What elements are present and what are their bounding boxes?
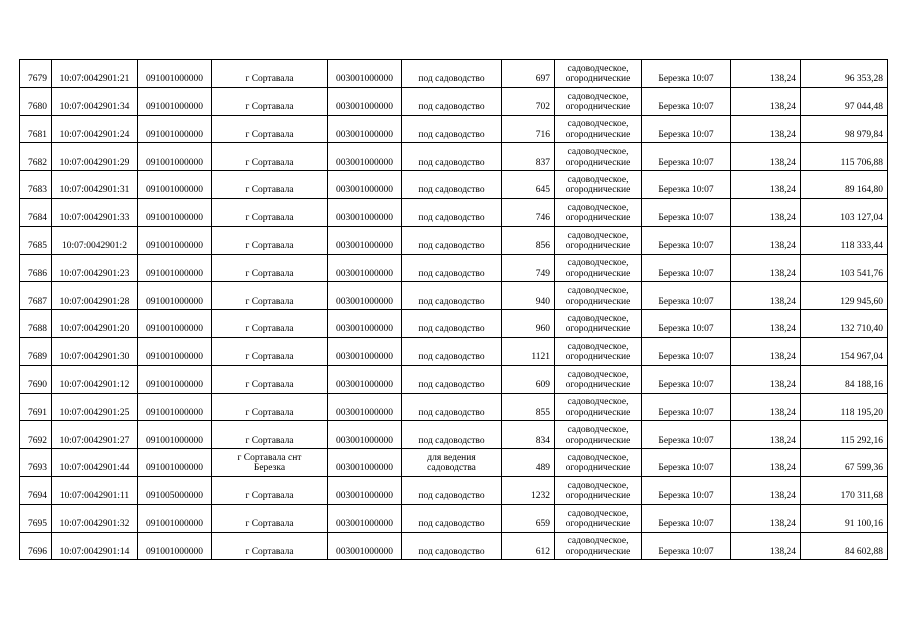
cadastral-value-cell: 103 127,04 (801, 198, 888, 226)
permitted-use-cell (402, 421, 502, 449)
category-cell-line: огороднические (565, 380, 631, 391)
cadastral-value-cell: 89 164,80 (801, 171, 888, 199)
address-cell (212, 504, 328, 532)
category-cell-line: садоводческое, (567, 452, 629, 463)
address-cell (212, 532, 328, 560)
specific-value-cell: 138,24 (731, 476, 801, 504)
cadastral-value-cell: 129 945,60 (801, 282, 888, 310)
okato-code-cell: 091001000000 (138, 171, 212, 199)
oktmo-code-cell: 003001000000 (328, 310, 402, 338)
address-cell-line: г Сортавала (245, 519, 294, 530)
cadastral-number-cell: 10:07:0042901:14 (52, 532, 138, 560)
cadastral-number-cell: 10:07:0042901:11 (52, 476, 138, 504)
address-cell-line: г Сортавала (245, 407, 294, 418)
area-cell: 940 (502, 282, 555, 310)
permitted-use-cell (402, 87, 502, 115)
address-cell-line: г Сортавала (245, 491, 294, 502)
cadastral-number-cell: 10:07:0042901:30 (52, 337, 138, 365)
cadastral-number-cell: 10:07:0042901:25 (52, 393, 138, 421)
address-cell (212, 254, 328, 282)
category-cell-line: садоводческое, (567, 174, 629, 185)
category-cell-line: огороднические (565, 213, 631, 224)
category-cell-line: садоводческое, (567, 91, 629, 102)
permitted-use-cell (402, 504, 502, 532)
category-cell (555, 115, 642, 143)
cadastral-number-cell: 10:07:0042901:29 (52, 143, 138, 171)
cadastral-number-cell: 10:07:0042901:12 (52, 365, 138, 393)
area-cell: 746 (502, 198, 555, 226)
category-cell (555, 476, 642, 504)
specific-value-cell: 138,24 (731, 171, 801, 199)
row-number-cell: 7687 (20, 282, 52, 310)
valuation-zone-cell: Березка 10:07 (642, 254, 731, 282)
okato-code-cell: 091001000000 (138, 87, 212, 115)
area-cell: 1232 (502, 476, 555, 504)
category-cell (555, 393, 642, 421)
category-cell-line: садоводческое, (567, 202, 629, 213)
row-number-cell: 7680 (20, 87, 52, 115)
row-number-cell: 7691 (20, 393, 52, 421)
category-cell-line: садоводческое, (567, 258, 629, 269)
table-row (20, 198, 888, 226)
address-cell (212, 449, 328, 477)
okato-code-cell: 091001000000 (138, 282, 212, 310)
row-number-cell: 7693 (20, 449, 52, 477)
permitted-use-cell-line: под садоводство (418, 407, 485, 418)
area-cell: 749 (502, 254, 555, 282)
category-cell (555, 449, 642, 477)
valuation-zone-cell: Березка 10:07 (642, 87, 731, 115)
permitted-use-cell-line: под садоводство (418, 352, 485, 363)
okato-code-cell: 091001000000 (138, 504, 212, 532)
cadastral-number-cell: 10:07:0042901:33 (52, 198, 138, 226)
address-cell-line: г Сортавала (245, 324, 294, 335)
category-cell-line: садоводческое, (567, 286, 629, 297)
specific-value-cell: 138,24 (731, 365, 801, 393)
permitted-use-cell (402, 254, 502, 282)
row-number-cell: 7692 (20, 421, 52, 449)
category-cell-line: садоводческое, (567, 230, 629, 241)
cadastral-number-cell: 10:07:0042901:34 (52, 87, 138, 115)
oktmo-code-cell: 003001000000 (328, 198, 402, 226)
cadastral-value-cell: 132 710,40 (801, 310, 888, 338)
area-cell: 716 (502, 115, 555, 143)
category-cell-line: садоводческое, (567, 425, 629, 436)
area-cell: 697 (502, 60, 555, 88)
address-cell-line: г Сортавала (245, 546, 294, 557)
address-cell (212, 198, 328, 226)
address-cell (212, 226, 328, 254)
area-cell: 489 (502, 449, 555, 477)
valuation-zone-cell: Березка 10:07 (642, 310, 731, 338)
category-cell-line: садоводческое, (567, 397, 629, 408)
table-row (20, 504, 888, 532)
row-number-cell: 7690 (20, 365, 52, 393)
oktmo-code-cell: 003001000000 (328, 393, 402, 421)
category-cell (555, 198, 642, 226)
permitted-use-cell (402, 449, 502, 477)
cadastral-value-cell: 97 044,48 (801, 87, 888, 115)
cadastral-value-cell: 98 979,84 (801, 115, 888, 143)
valuation-zone-cell: Березка 10:07 (642, 504, 731, 532)
permitted-use-cell-line: под садоводство (418, 546, 485, 557)
valuation-zone-cell: Березка 10:07 (642, 421, 731, 449)
category-cell-line: огороднические (565, 241, 631, 252)
specific-value-cell: 138,24 (731, 87, 801, 115)
table-body (20, 60, 888, 560)
oktmo-code-cell: 003001000000 (328, 449, 402, 477)
category-cell-line: огороднические (565, 352, 631, 363)
specific-value-cell: 138,24 (731, 504, 801, 532)
table-row (20, 337, 888, 365)
address-cell-line: г Сортавала (245, 129, 294, 140)
address-cell (212, 421, 328, 449)
address-cell-line: г Сортавала (245, 380, 294, 391)
category-cell (555, 143, 642, 171)
cadastral-number-cell: 10:07:0042901:23 (52, 254, 138, 282)
valuation-zone-cell: Березка 10:07 (642, 226, 731, 254)
cadastral-number-cell: 10:07:0042901:2 (52, 226, 138, 254)
permitted-use-cell (402, 337, 502, 365)
area-cell: 702 (502, 87, 555, 115)
category-cell-line: огороднические (565, 102, 631, 113)
category-cell-line: огороднические (565, 157, 631, 168)
cadastral-value-cell: 115 292,16 (801, 421, 888, 449)
category-cell-line: огороднические (565, 519, 631, 530)
permitted-use-cell (402, 60, 502, 88)
permitted-use-cell (402, 310, 502, 338)
category-cell-line: садоводческое, (567, 369, 629, 380)
address-cell-line: г Сортавала (245, 213, 294, 224)
table-row (20, 449, 888, 477)
address-cell (212, 87, 328, 115)
category-cell-line: садоводческое, (567, 313, 629, 324)
okato-code-cell: 091001000000 (138, 365, 212, 393)
category-cell (555, 337, 642, 365)
area-cell: 837 (502, 143, 555, 171)
address-cell-line: г Сортавала (245, 435, 294, 446)
category-cell-line: огороднические (565, 463, 631, 474)
table-row (20, 87, 888, 115)
address-cell (212, 393, 328, 421)
valuation-zone-cell: Березка 10:07 (642, 198, 731, 226)
permitted-use-cell (402, 532, 502, 560)
address-cell (212, 337, 328, 365)
row-number-cell: 7683 (20, 171, 52, 199)
cadastral-number-cell: 10:07:0042901:24 (52, 115, 138, 143)
address-cell-line: г Сортавала (245, 352, 294, 363)
category-cell-line: огороднические (565, 296, 631, 307)
cadastral-number-cell: 10:07:0042901:44 (52, 449, 138, 477)
valuation-zone-cell: Березка 10:07 (642, 115, 731, 143)
cadastral-number-cell: 10:07:0042901:20 (52, 310, 138, 338)
category-cell-line: огороднические (565, 546, 631, 557)
cadastral-number-cell: 10:07:0042901:28 (52, 282, 138, 310)
row-number-cell: 7679 (20, 60, 52, 88)
table-row (20, 365, 888, 393)
permitted-use-cell-line: под садоводство (418, 157, 485, 168)
address-cell (212, 143, 328, 171)
valuation-zone-cell: Березка 10:07 (642, 60, 731, 88)
category-cell-line: садоводческое, (567, 508, 629, 519)
category-cell-line: огороднические (565, 435, 631, 446)
specific-value-cell: 138,24 (731, 226, 801, 254)
permitted-use-cell-line: под садоводство (418, 185, 485, 196)
cadastral-number-cell: 10:07:0042901:31 (52, 171, 138, 199)
address-cell (212, 310, 328, 338)
okato-code-cell: 091001000000 (138, 60, 212, 88)
cadastral-value-cell: 84 188,16 (801, 365, 888, 393)
area-cell: 834 (502, 421, 555, 449)
permitted-use-cell (402, 476, 502, 504)
category-cell-line: огороднические (565, 407, 631, 418)
category-cell (555, 365, 642, 393)
category-cell (555, 504, 642, 532)
cadastral-value-cell: 91 100,16 (801, 504, 888, 532)
category-cell-line: садоводческое, (567, 63, 629, 74)
table-row (20, 226, 888, 254)
permitted-use-cell-line: под садоводство (418, 519, 485, 530)
oktmo-code-cell: 003001000000 (328, 254, 402, 282)
okato-code-cell: 091001000000 (138, 115, 212, 143)
category-cell-line: садоводческое, (567, 119, 629, 130)
address-cell-line: г Сортавала (245, 157, 294, 168)
area-cell: 855 (502, 393, 555, 421)
category-cell (555, 421, 642, 449)
category-cell (555, 171, 642, 199)
table-row (20, 254, 888, 282)
permitted-use-cell-line: под садоводство (418, 324, 485, 335)
okato-code-cell: 091001000000 (138, 226, 212, 254)
address-cell (212, 171, 328, 199)
permitted-use-cell (402, 115, 502, 143)
row-number-cell: 7681 (20, 115, 52, 143)
table-row (20, 532, 888, 560)
address-cell (212, 115, 328, 143)
permitted-use-cell (402, 143, 502, 171)
permitted-use-cell (402, 226, 502, 254)
category-cell-line: садоводческое, (567, 480, 629, 491)
okato-code-cell: 091005000000 (138, 476, 212, 504)
valuation-zone-cell: Березка 10:07 (642, 476, 731, 504)
row-number-cell: 7684 (20, 198, 52, 226)
valuation-zone-cell: Березка 10:07 (642, 393, 731, 421)
address-cell-line: г Сортавала (245, 268, 294, 279)
address-cell-line: Березка (253, 463, 286, 474)
cadastral-value-cell: 118 195,20 (801, 393, 888, 421)
cadastral-number-cell: 10:07:0042901:21 (52, 60, 138, 88)
cadastral-value-cell: 67 599,36 (801, 449, 888, 477)
row-number-cell: 7688 (20, 310, 52, 338)
oktmo-code-cell: 003001000000 (328, 87, 402, 115)
row-number-cell: 7682 (20, 143, 52, 171)
category-cell (555, 87, 642, 115)
category-cell-line: огороднические (565, 185, 631, 196)
row-number-cell: 7685 (20, 226, 52, 254)
cadastral-number-cell: 10:07:0042901:27 (52, 421, 138, 449)
cadastral-value-cell: 170 311,68 (801, 476, 888, 504)
permitted-use-cell-line: под садоводство (418, 213, 485, 224)
oktmo-code-cell: 003001000000 (328, 504, 402, 532)
specific-value-cell: 138,24 (731, 115, 801, 143)
category-cell-line: садоводческое, (567, 536, 629, 547)
permitted-use-cell (402, 198, 502, 226)
permitted-use-cell-line: для ведения (427, 452, 476, 463)
address-cell-line: г Сортавала (245, 102, 294, 113)
valuation-zone-cell: Березка 10:07 (642, 143, 731, 171)
address-cell (212, 282, 328, 310)
table-row (20, 393, 888, 421)
area-cell: 659 (502, 504, 555, 532)
permitted-use-cell (402, 393, 502, 421)
cadastral-number-cell: 10:07:0042901:32 (52, 504, 138, 532)
cadastral-value-cell: 84 602,88 (801, 532, 888, 560)
specific-value-cell: 138,24 (731, 60, 801, 88)
valuation-zone-cell: Березка 10:07 (642, 449, 731, 477)
category-cell (555, 254, 642, 282)
specific-value-cell: 138,24 (731, 254, 801, 282)
permitted-use-cell-line: под садоводство (418, 491, 485, 502)
cadastral-value-cell: 115 706,88 (801, 143, 888, 171)
permitted-use-cell-line: под садоводство (418, 102, 485, 113)
valuation-zone-cell: Березка 10:07 (642, 171, 731, 199)
area-cell: 645 (502, 171, 555, 199)
address-cell-line: г Сортавала (245, 241, 294, 252)
okato-code-cell: 091001000000 (138, 421, 212, 449)
cadastral-value-cell: 154 967,04 (801, 337, 888, 365)
okato-code-cell: 091001000000 (138, 143, 212, 171)
specific-value-cell: 138,24 (731, 532, 801, 560)
category-cell (555, 310, 642, 338)
table-row (20, 476, 888, 504)
oktmo-code-cell: 003001000000 (328, 60, 402, 88)
area-cell: 609 (502, 365, 555, 393)
address-cell-line: г Сортавала (245, 296, 294, 307)
table-row (20, 421, 888, 449)
permitted-use-cell-line: под садоводство (418, 435, 485, 446)
row-number-cell: 7689 (20, 337, 52, 365)
address-cell-line: г Сортавала (245, 74, 294, 85)
valuation-zone-cell: Березка 10:07 (642, 282, 731, 310)
oktmo-code-cell: 003001000000 (328, 421, 402, 449)
address-cell-line: г Сортавала снт (237, 452, 302, 463)
permitted-use-cell-line: под садоводство (418, 241, 485, 252)
cadastral-value-cell: 118 333,44 (801, 226, 888, 254)
permitted-use-cell-line: под садоводство (418, 74, 485, 85)
valuation-zone-cell: Березка 10:07 (642, 365, 731, 393)
valuation-zone-cell: Березка 10:07 (642, 532, 731, 560)
address-cell (212, 365, 328, 393)
category-cell-line: огороднические (565, 129, 631, 140)
okato-code-cell: 091001000000 (138, 310, 212, 338)
oktmo-code-cell: 003001000000 (328, 143, 402, 171)
oktmo-code-cell: 003001000000 (328, 532, 402, 560)
category-cell-line: огороднические (565, 324, 631, 335)
specific-value-cell: 138,24 (731, 449, 801, 477)
row-number-cell: 7696 (20, 532, 52, 560)
oktmo-code-cell: 003001000000 (328, 337, 402, 365)
oktmo-code-cell: 003001000000 (328, 476, 402, 504)
okato-code-cell: 091001000000 (138, 254, 212, 282)
permitted-use-cell (402, 171, 502, 199)
table-row (20, 115, 888, 143)
specific-value-cell: 138,24 (731, 282, 801, 310)
valuation-zone-cell: Березка 10:07 (642, 337, 731, 365)
category-cell-line: огороднические (565, 74, 631, 85)
category-cell-line: огороднические (565, 268, 631, 279)
permitted-use-cell-line: под садоводство (418, 380, 485, 391)
oktmo-code-cell: 003001000000 (328, 115, 402, 143)
cadastral-value-cell: 96 353,28 (801, 60, 888, 88)
table-row (20, 171, 888, 199)
address-cell (212, 60, 328, 88)
specific-value-cell: 138,24 (731, 337, 801, 365)
okato-code-cell: 091001000000 (138, 393, 212, 421)
specific-value-cell: 138,24 (731, 421, 801, 449)
oktmo-code-cell: 003001000000 (328, 171, 402, 199)
table-row (20, 143, 888, 171)
cadastral-value-cell: 103 541,76 (801, 254, 888, 282)
oktmo-code-cell: 003001000000 (328, 282, 402, 310)
category-cell-line: садоводческое, (567, 147, 629, 158)
oktmo-code-cell: 003001000000 (328, 365, 402, 393)
specific-value-cell: 138,24 (731, 393, 801, 421)
category-cell-line: огороднические (565, 491, 631, 502)
row-number-cell: 7694 (20, 476, 52, 504)
category-cell (555, 226, 642, 254)
row-number-cell: 7686 (20, 254, 52, 282)
okato-code-cell: 091001000000 (138, 337, 212, 365)
table-row (20, 310, 888, 338)
specific-value-cell: 138,24 (731, 310, 801, 338)
area-cell: 612 (502, 532, 555, 560)
category-cell (555, 532, 642, 560)
address-cell-line: г Сортавала (245, 185, 294, 196)
category-cell-line: садоводческое, (567, 341, 629, 352)
permitted-use-cell-line: под садоводство (418, 268, 485, 279)
permitted-use-cell-line: садоводства (427, 463, 476, 474)
specific-value-cell: 138,24 (731, 143, 801, 171)
okato-code-cell: 091001000000 (138, 449, 212, 477)
land-parcel-table (19, 59, 888, 560)
permitted-use-cell (402, 282, 502, 310)
permitted-use-cell-line: под садоводство (418, 296, 485, 307)
category-cell (555, 282, 642, 310)
okato-code-cell: 091001000000 (138, 532, 212, 560)
specific-value-cell: 138,24 (731, 198, 801, 226)
okato-code-cell: 091001000000 (138, 198, 212, 226)
category-cell (555, 60, 642, 88)
area-cell: 1121 (502, 337, 555, 365)
permitted-use-cell-line: под садоводство (418, 129, 485, 140)
table-row (20, 282, 888, 310)
area-cell: 960 (502, 310, 555, 338)
permitted-use-cell (402, 365, 502, 393)
row-number-cell: 7695 (20, 504, 52, 532)
area-cell: 856 (502, 226, 555, 254)
table-row (20, 60, 888, 88)
address-cell (212, 476, 328, 504)
oktmo-code-cell: 003001000000 (328, 226, 402, 254)
